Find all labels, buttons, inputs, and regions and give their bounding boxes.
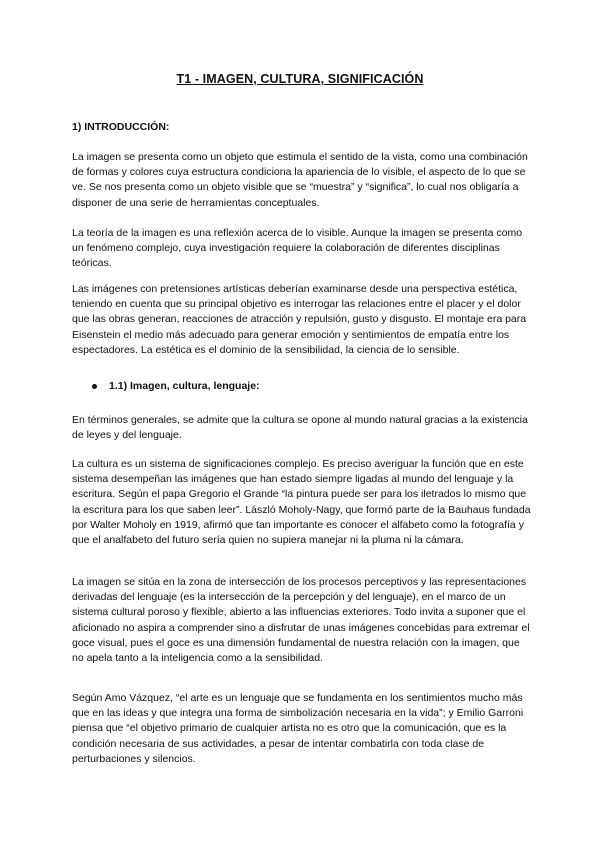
subsection-heading bbox=[92, 380, 260, 392]
page-title: T1 - IMAGEN, CULTURA, SIGNIFICACIÓN bbox=[176, 72, 424, 86]
paragraph-7: Según Amo Vázquez, “el arte es un lenguaje que se fundamenta en los sentimientos mucho más que en las ideas y que integra una forma de simbolización necesaria en la vida”; y Emilio Garroni piensa que “el objetivo primario de cualquier artista no es otro que la comunicación, que es la condición necesaria de sus actividades, a pesar de intentar combatirla con toda clase de perturbaciones y silencios. bbox=[72, 692, 524, 765]
paragraph-1: La imagen se presenta como un objeto que estimula el sentido de la vista, como una combinación de formas y colores cuya estructura condiciona la apariencia de lo visible, el aspecto de lo que se ve. Se nos presenta como un objeto visible que se “muestra” y “significa”, lo cual nos obligaría a disponer de una serie de herramientas conceptuales. bbox=[72, 151, 528, 209]
subsection-heading-text: 1.1) Imagen, cultura, lenguaje: bbox=[109, 380, 260, 392]
paragraph-2: La teoría de la imagen es una reflexión acerca de lo visible. Aunque la imagen se presenta como un fenómeno complejo, cuya investigación requiere la colaboración de diferentes disciplinas teóricas. bbox=[72, 227, 523, 270]
paragraph-3: Las imágenes con pretensiones artísticas deberían examinarse desde una perspectiva estética, teniendo en cuenta que su principal objetivo es interrogar las relaciones entre el placer y el dolor que las obras generan, reacciones de atracción y repulsión, gusto y disgusto. El montaje era para Eisenstein el medio más adecuado para generar emoción y sentimientos de empatía entre los espectadores. La estética es el dominio de la sensibilidad, la ciencia de lo sensible. bbox=[72, 283, 527, 356]
paragraph-5: La cultura es un sistema de significaciones complejo. Es preciso averiguar la función que en este sistema desempeñan las imágenes que han estado siempre ligadas al mundo del lenguaje y la escritura. Según el papa Gregorio el Grande “la pintura puede ser para los iletrados lo mismo que la escritura para los que saben leer”. László Moholy-Nagy, que formó parte de la Bauhaus fundada por Walter Moholy en 1919, afirmó que tan importante es conocer el alfabeto como la fotografía y que el analfabeto del futuro sería quien no supiera manejar ni la pluma ni la cámara. bbox=[72, 458, 531, 547]
paragraph-6: La imagen se sitúa en la zona de intersección de los procesos perceptivos y las representaciones derivadas del lenguaje (es la intersección de la percepción y del lenguaje), en el marco de un sistema cultural poroso y flexible, abierto a las influencias exteriores. Todo invita a suponer que el aficionado no aspira a comprender sino a disfrutar de unas imágenes concebidas para extremar el goce visual, pues el goce es una dimensión fundamental de nuestra relación con la imagen, que no apela tanto a la inteligencia como a la sensibilidad. bbox=[72, 576, 530, 665]
paragraph-4: En términos generales, se admite que la cultura se opone al mundo natural gracias a la existencia de leyes y del lenguaje. bbox=[72, 414, 528, 442]
bullet-icon bbox=[92, 384, 97, 389]
section-heading: 1) INTRODUCCIÓN: bbox=[72, 121, 170, 133]
